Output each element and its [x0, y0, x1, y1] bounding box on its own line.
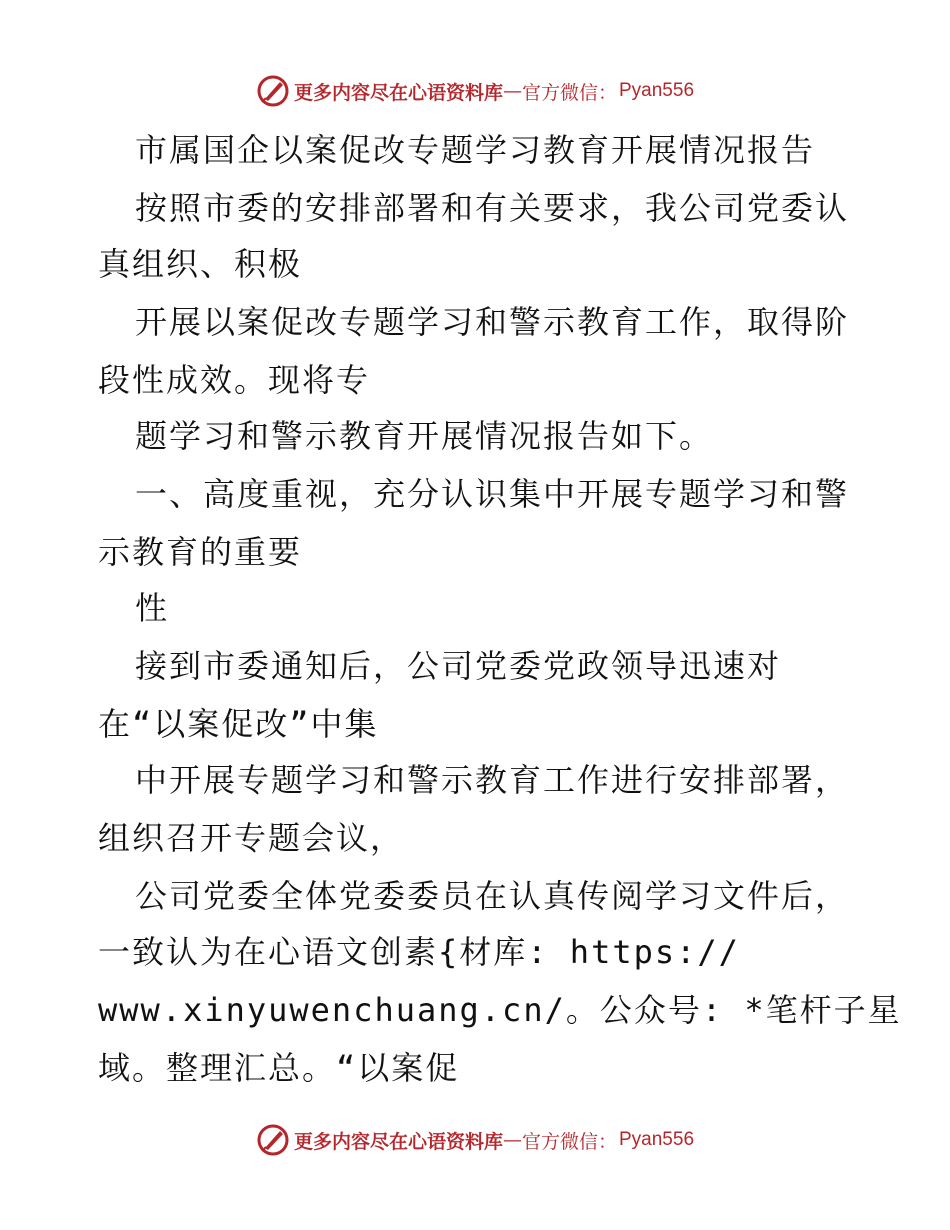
banner-dash: —	[502, 1129, 522, 1151]
quill-pen-logo-icon	[256, 74, 290, 108]
document-line: 公司党委全体党委委员在认真传阅学习文件后，	[135, 877, 850, 915]
quill-pen-logo-icon	[256, 1123, 290, 1157]
document-line: 接到市委通知后，公司党委党政领导迅速对	[135, 647, 782, 685]
section-heading: 一、高度重视，充分认识集中开展专题学习和警	[135, 475, 850, 513]
document-line: 段性成效。现将专	[98, 361, 371, 399]
document-line: 在“以案促改”中集	[98, 705, 379, 743]
document-line: 中开展专题学习和警示教育工作进行安排部署，	[135, 761, 850, 799]
banner-wechat-label: 官方微信：	[521, 1130, 617, 1153]
document-line: www.xinyuwenchuang.cn/。公众号: *笔杆子星	[98, 991, 902, 1029]
banner-brand-text: 更多内容尽在心语资料库	[293, 1130, 503, 1153]
document-line: 一致认为在心语文创素{材库: https://	[98, 933, 740, 971]
document-line: 真组织、积极	[98, 245, 303, 283]
document-line: 组织召开专题会议，	[98, 819, 405, 857]
section-heading: 示教育的重要	[98, 533, 303, 571]
banner-wechat-id: Pyan556	[619, 1129, 695, 1150]
header-banner	[0, 71, 950, 111]
document-line: 域。整理汇总。“以案促	[98, 1049, 460, 1087]
document-line: 按照市委的安排部署和有关要求，我公司党委认	[135, 189, 850, 227]
section-heading: 性	[135, 589, 170, 627]
banner-brand-text: 更多内容尽在心语资料库	[293, 81, 503, 104]
banner-wechat-id: Pyan556	[619, 80, 695, 101]
document-title: 市属国企以案促改专题学习教育开展情况报告	[135, 131, 816, 169]
document-line: 开展以案促改专题学习和警示教育工作，取得阶	[135, 303, 850, 341]
banner-dash: —	[502, 80, 522, 102]
footer-banner	[0, 1120, 950, 1160]
document-line: 题学习和警示教育开展情况报告如下。	[135, 417, 714, 455]
banner-wechat-label: 官方微信：	[521, 81, 617, 104]
